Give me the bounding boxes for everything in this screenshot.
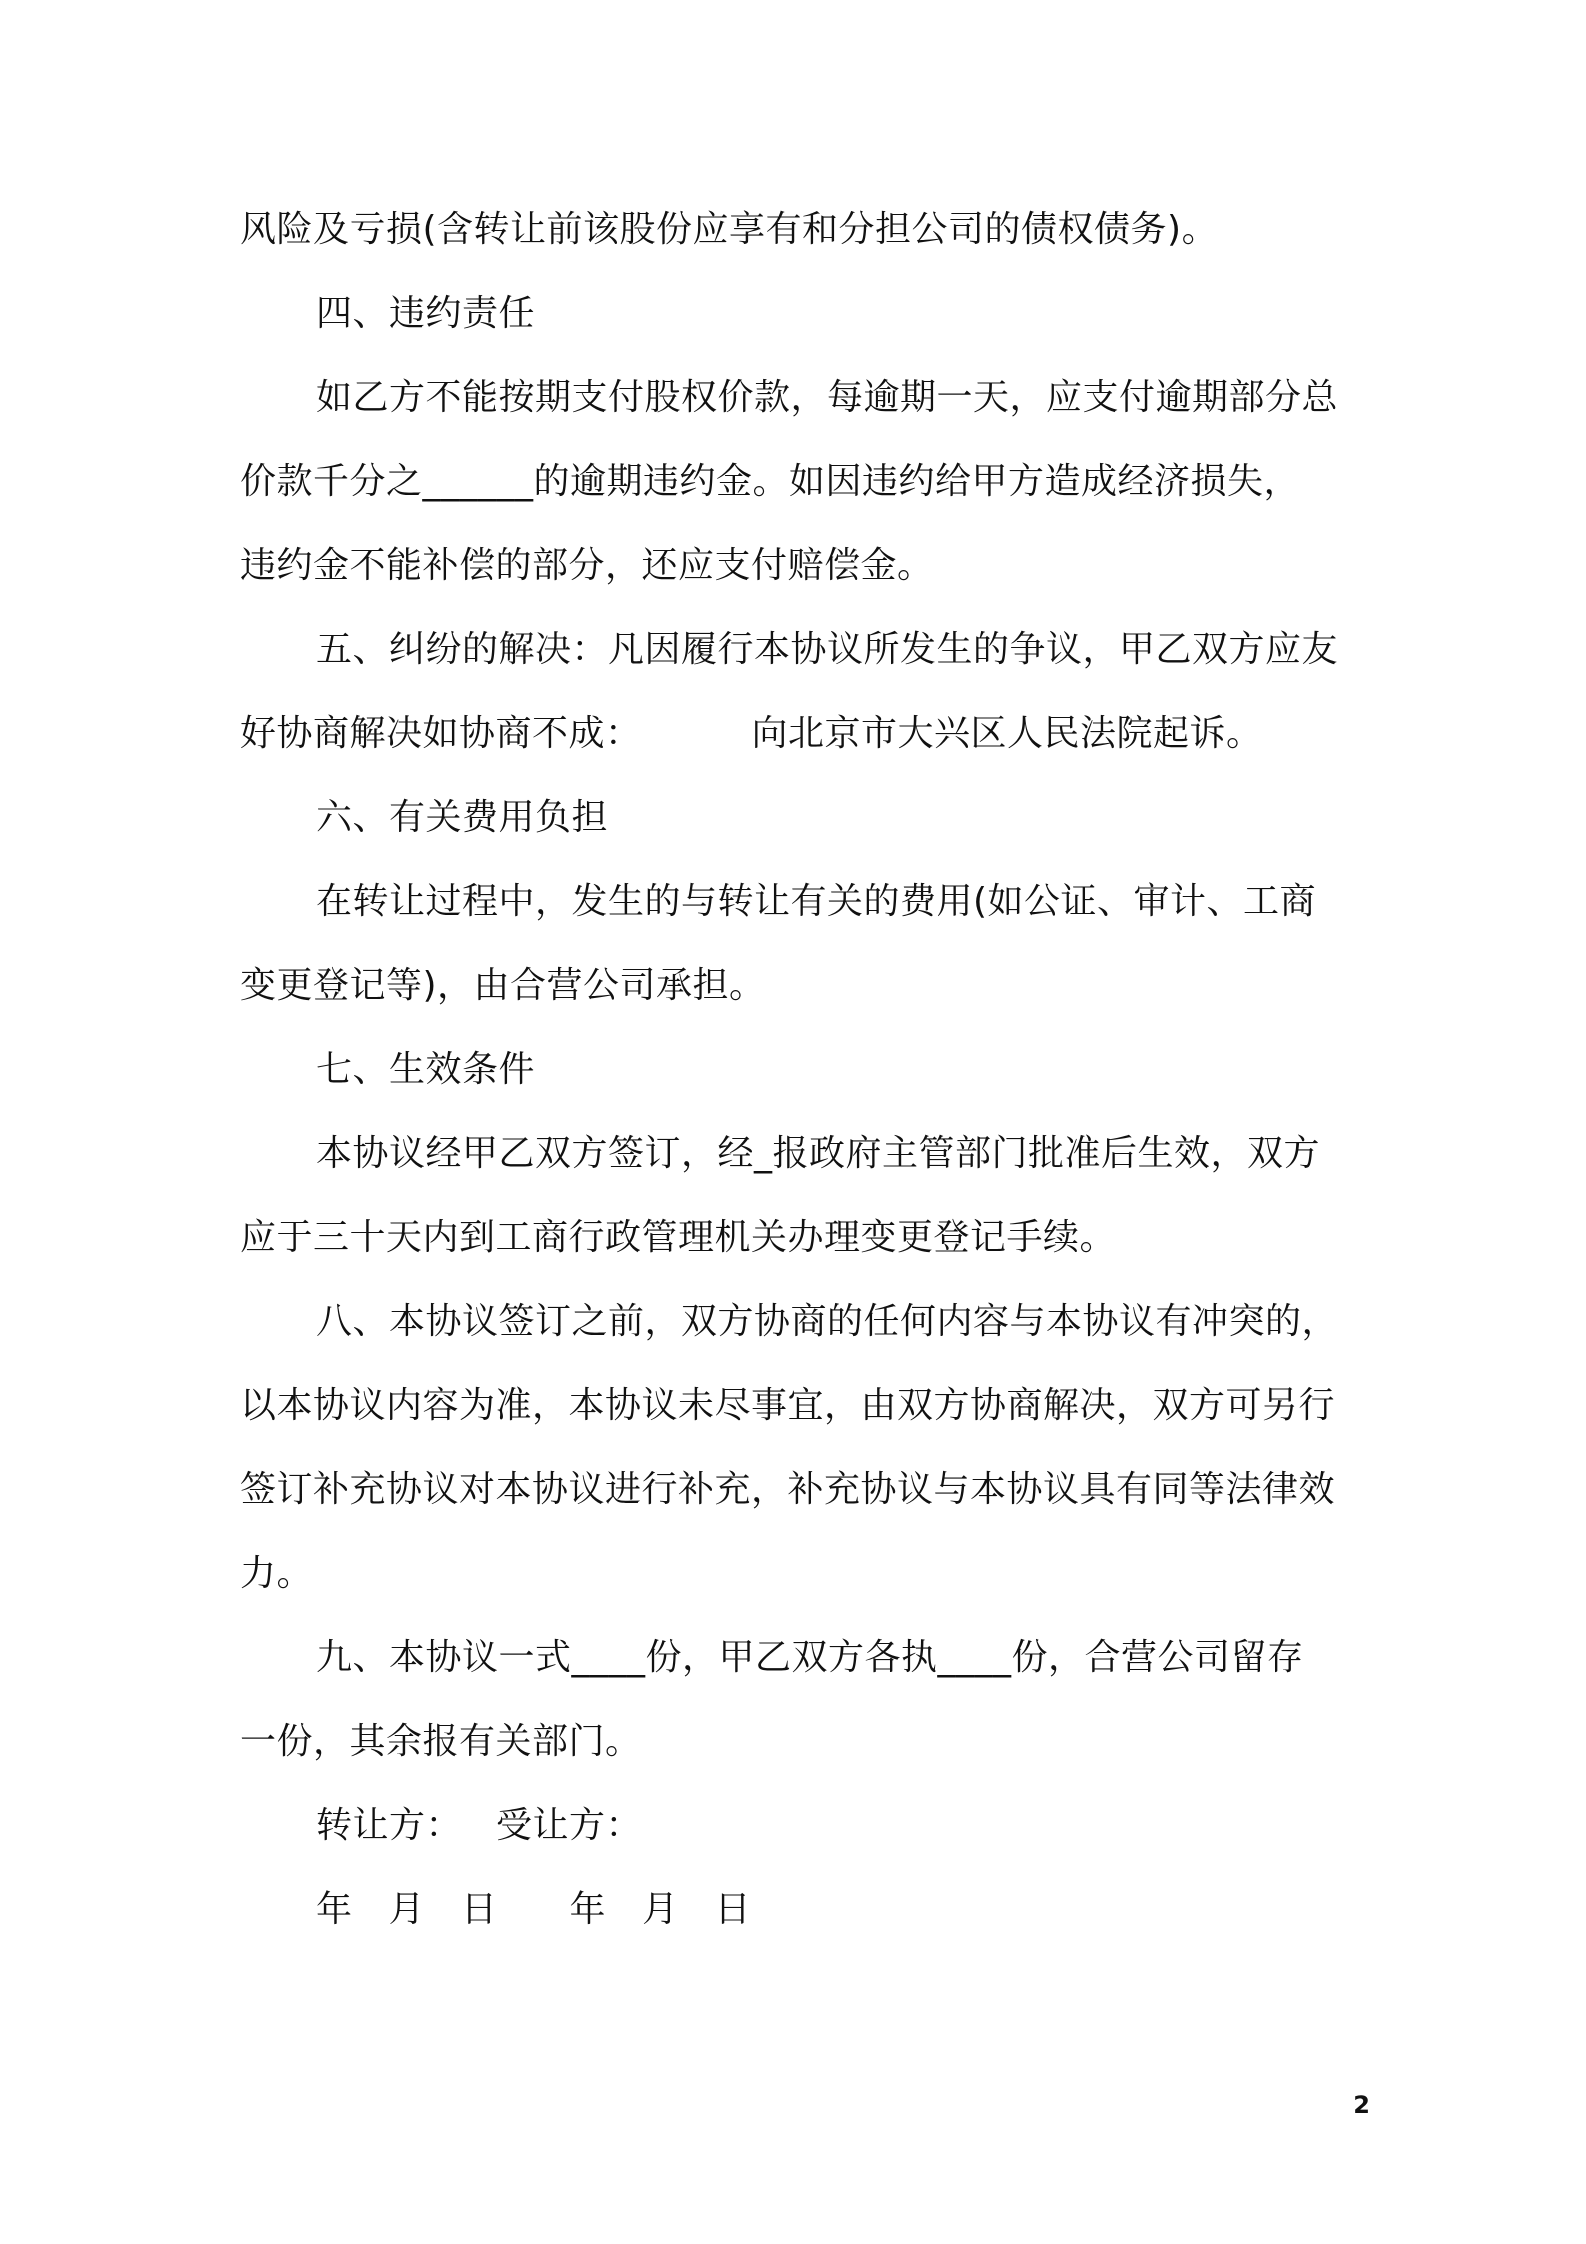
date-line bbox=[316, 1880, 1360, 1940]
day-label: 日 bbox=[461, 1889, 498, 1930]
paragraph-line: 变更登记等)，由合营公司承担。 bbox=[240, 965, 766, 1006]
section-heading: 七、生效条件 bbox=[316, 1049, 536, 1090]
month-label: 月 bbox=[642, 1889, 679, 1930]
paragraph-line: 力。 bbox=[240, 1553, 314, 1594]
transferee-label: 受让方： bbox=[496, 1805, 643, 1846]
page-number: 2 bbox=[1353, 2091, 1370, 2119]
paragraph-line: 如乙方不能按期支付股权价款，每逾期一天，应支付逾期部分总 bbox=[316, 377, 1339, 418]
section-heading: 六、有关费用负担 bbox=[316, 797, 609, 838]
paragraph-line: 违约金不能补偿的部分，还应支付赔偿金。 bbox=[240, 545, 934, 586]
month-label: 月 bbox=[388, 1889, 426, 1930]
paragraph-line: 本协议经甲乙双方签订，经_报政府主管部门批准后生效，双方 bbox=[316, 1133, 1321, 1174]
section-heading: 四、违约责任 bbox=[316, 293, 536, 334]
year-label: 年 bbox=[316, 1889, 353, 1930]
paragraph-line: 五、纠纷的解决：凡因履行本协议所发生的争议，甲乙双方应友 bbox=[316, 629, 1339, 670]
year-label: 年 bbox=[569, 1889, 607, 1930]
paragraph-line: 应于三十天内到工商行政管理机关办理变更登记手续。 bbox=[240, 1217, 1117, 1258]
paragraph-line: 在转让过程中，发生的与转让有关的费用(如公证、审计、工商 bbox=[316, 881, 1317, 922]
paragraph-line: 价款千分之______的逾期违约金。如因违约给甲方造成经济损失， bbox=[240, 461, 1301, 502]
paragraph-segment: 向北京市大兴区人民法院起诉。 bbox=[751, 713, 1263, 754]
paragraph-line: 八、本协议签订之前，双方协商的任何内容与本协议有冲突的， bbox=[316, 1301, 1339, 1342]
transferor-label: 转让方： bbox=[316, 1805, 463, 1846]
paragraph-line: 一份，其余报有关部门。 bbox=[240, 1721, 642, 1762]
paragraph-line: 风险及亏损(含转让前该股份应享有和分担公司的债权债务)。 bbox=[240, 209, 1219, 250]
paragraph-line: 九、本协议一式____份，甲乙双方各执____份，合营公司留存 bbox=[316, 1637, 1304, 1678]
day-label: 日 bbox=[714, 1889, 752, 1930]
paragraph-line: 以本协议内容为准，本协议未尽事宜，由双方协商解决，双方可另行 bbox=[240, 1385, 1336, 1426]
paragraph-line-with-gap bbox=[240, 704, 1360, 764]
paragraph-line: 签订补充协议对本协议进行补充，补充协议与本协议具有同等法律效 bbox=[240, 1469, 1336, 1510]
paragraph-segment: 好协商解决如协商不成： bbox=[240, 713, 642, 754]
signature-line bbox=[316, 1796, 1360, 1856]
